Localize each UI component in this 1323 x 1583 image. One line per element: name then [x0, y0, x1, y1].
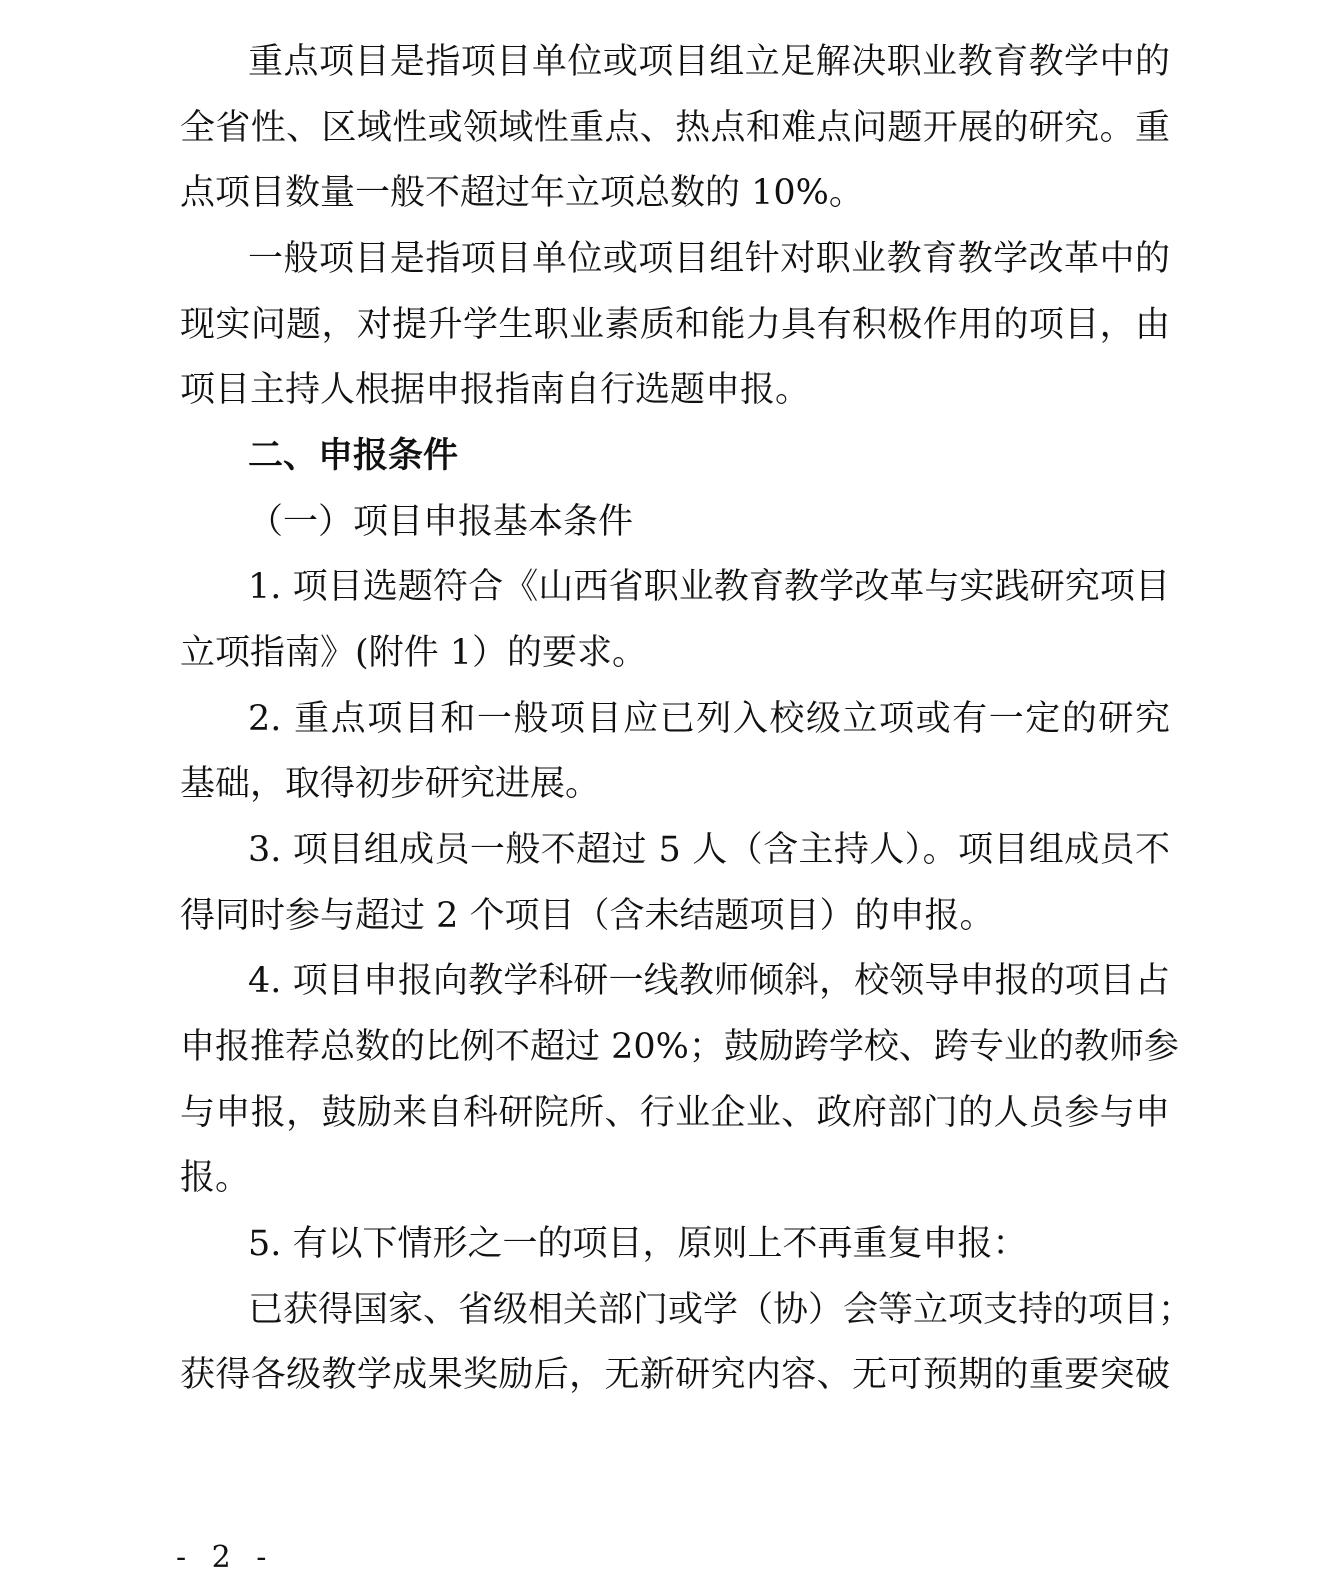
- subsection-heading: （一）项目申报基本条件: [248, 502, 634, 542]
- list-item-line: 报。: [180, 1158, 251, 1198]
- list-item-line: 3. 项目组成员一般不超过 5 人（含主持人）。项目组成员不: [248, 830, 1170, 870]
- list-item-line: 申报推荐总数的比例不超过 20%；鼓励跨学校、跨专业的教师参: [180, 1027, 1179, 1067]
- section-heading: 二、申报条件: [248, 436, 459, 476]
- paragraph-line: 项目主持人根据申报指南自行选题申报。: [180, 370, 811, 410]
- list-item-line: 与申报，鼓励来自科研院所、行业企业、政府部门的人员参与申: [180, 1093, 1170, 1133]
- list-item-line: 2. 重点项目和一般项目应已列入校级立项或有一定的研究: [248, 699, 1170, 739]
- paragraph-line: 获得各级教学成果奖励后，无新研究内容、无可预期的重要突破: [180, 1355, 1170, 1395]
- list-item-line: 4. 项目申报向教学科研一线教师倾斜，校领导申报的项目占: [248, 961, 1170, 1001]
- page-number: - 2 -: [176, 1540, 275, 1575]
- paragraph-line: 一般项目是指项目单位或项目组针对职业教育教学改革中的: [248, 239, 1170, 279]
- paragraph-line: 全省性、区域性或领域性重点、热点和难点问题开展的研究。重: [180, 108, 1170, 148]
- paragraph-line: 点项目数量一般不超过年立项总数的 10%。: [180, 173, 864, 213]
- paragraph-line: 已获得国家、省级相关部门或学（协）会等立项支持的项目；: [248, 1290, 1194, 1330]
- list-item-line: 1. 项目选题符合《山西省职业教育教学改革与实践研究项目: [248, 567, 1170, 607]
- list-item-line: 5. 有以下情形之一的项目，原则上不再重复申报：: [248, 1224, 1028, 1264]
- list-item-line: 立项指南》(附件 1）的要求。: [180, 633, 648, 673]
- paragraph-line: 重点项目是指项目单位或项目组立足解决职业教育教学中的: [248, 42, 1170, 82]
- paragraph-line: 现实问题，对提升学生职业素质和能力具有积极作用的项目，由: [180, 305, 1170, 345]
- list-item-line: 得同时参与超过 2 个项目（含未结题项目）的申报。: [180, 896, 995, 936]
- list-item-line: 基础，取得初步研究进展。: [180, 764, 601, 804]
